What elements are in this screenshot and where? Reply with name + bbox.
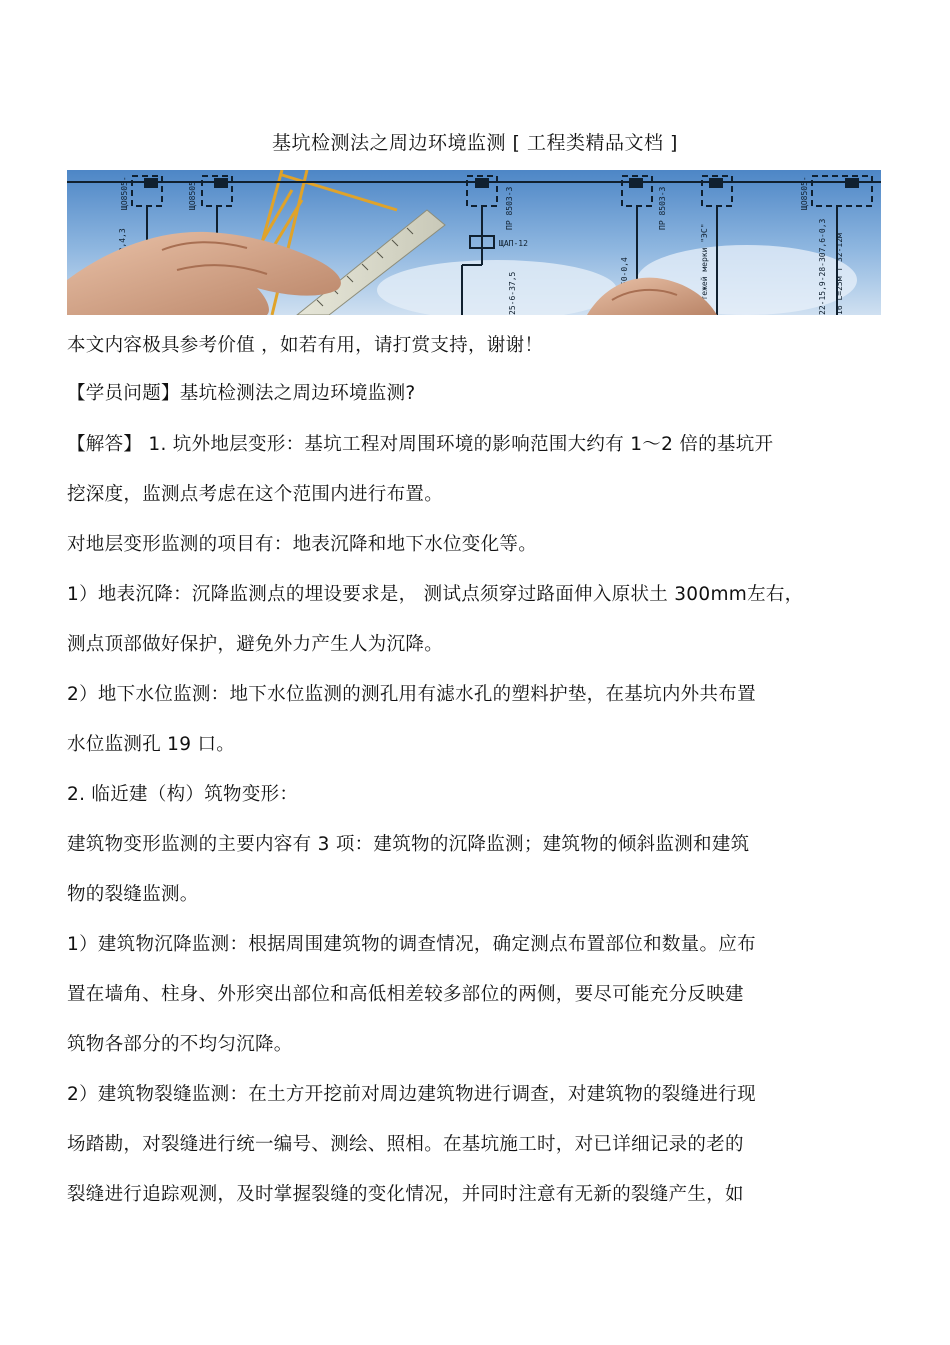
banner-label: 25-6-37,5 [508, 271, 517, 315]
banner-label: ЩО8505 [188, 181, 197, 210]
body-line: 1）地表沉降：沉降监测点的埋设要求是， 测试点须穿过路面伸入原状土 300mm左右， [67, 584, 804, 605]
section-heading: 2. 临近建（构）筑物变形： [67, 784, 299, 805]
banner-label: ЩО8505- [800, 176, 809, 210]
body-line: 测点顶部做好保护，避免外力产生人为沉降。 [67, 634, 444, 655]
banner-label: ЩАП-12 [499, 239, 528, 248]
banner-label: ПР 8503-3 [658, 186, 667, 230]
intro-line: 本文内容极具参考价值 ，如若有用，请打赏支持，谢谢！ [67, 335, 544, 356]
body-line: 挖深度，监测点考虑在这个范围内进行布置。 [67, 484, 444, 505]
body-line: 1）建筑物沉降监测：根据周围建筑物的调查情况，确定测点布置部位和数量。应布 [67, 934, 756, 955]
body-line: 【解答】 1. 坑外地层变形：基坑工程对周围环境的影响范围大约有 1～2 倍的基坑开 [67, 434, 774, 455]
body-line: 建筑物变形监测的主要内容有 3 项：建筑物的沉降监测；建筑物的倾斜监测和建筑 [67, 834, 750, 855]
banner-label: ПР 8503-3 [505, 186, 514, 230]
banner-label: картежей мерки "ЭС" [700, 223, 709, 315]
banner-label: ЩО8505- [120, 176, 129, 210]
body-line: 场踏勘，对裂缝进行统一编号、测绘、照相。在基坑施工时，对已详细记录的老的 [67, 1134, 744, 1155]
header-banner-image [67, 170, 881, 315]
body-line: 对地层变形监测的项目有：地表沉降和地下水位变化等。 [67, 534, 538, 555]
question-line: 【学员问题】基坑检测法之周边环境监测? [67, 383, 416, 404]
banner-label: 16 L=25м T 32-12м [835, 233, 844, 315]
body-line: 水位监测孔 19 口。 [67, 734, 236, 755]
document-title: 基坑检测法之周边环境监测 [ 工程类精品文档 ] [272, 132, 678, 154]
body-line: 物的裂缝监测。 [67, 884, 199, 905]
body-line: 置在墙角、柱身、外形突出部位和高低相差较多部位的两侧，要尽可能充分反映建 [67, 984, 744, 1005]
banner-label: 22-15,9-28-307,6-0,3 [818, 218, 827, 315]
body-line: 2）地下水位监测：地下水位监测的测孔用有滤水孔的塑料护垫，在基坑内外共布置 [67, 684, 756, 705]
body-line: 裂缝进行追踪观测，及时掌握裂缝的变化情况，并同时注意有无新的裂缝产生，如 [67, 1184, 744, 1205]
body-line: 筑物各部分的不均匀沉降。 [67, 1034, 293, 1055]
body-line: 2）建筑物裂缝监测：在土方开挖前对周边建筑物进行调查，对建筑物的裂缝进行现 [67, 1084, 756, 1105]
